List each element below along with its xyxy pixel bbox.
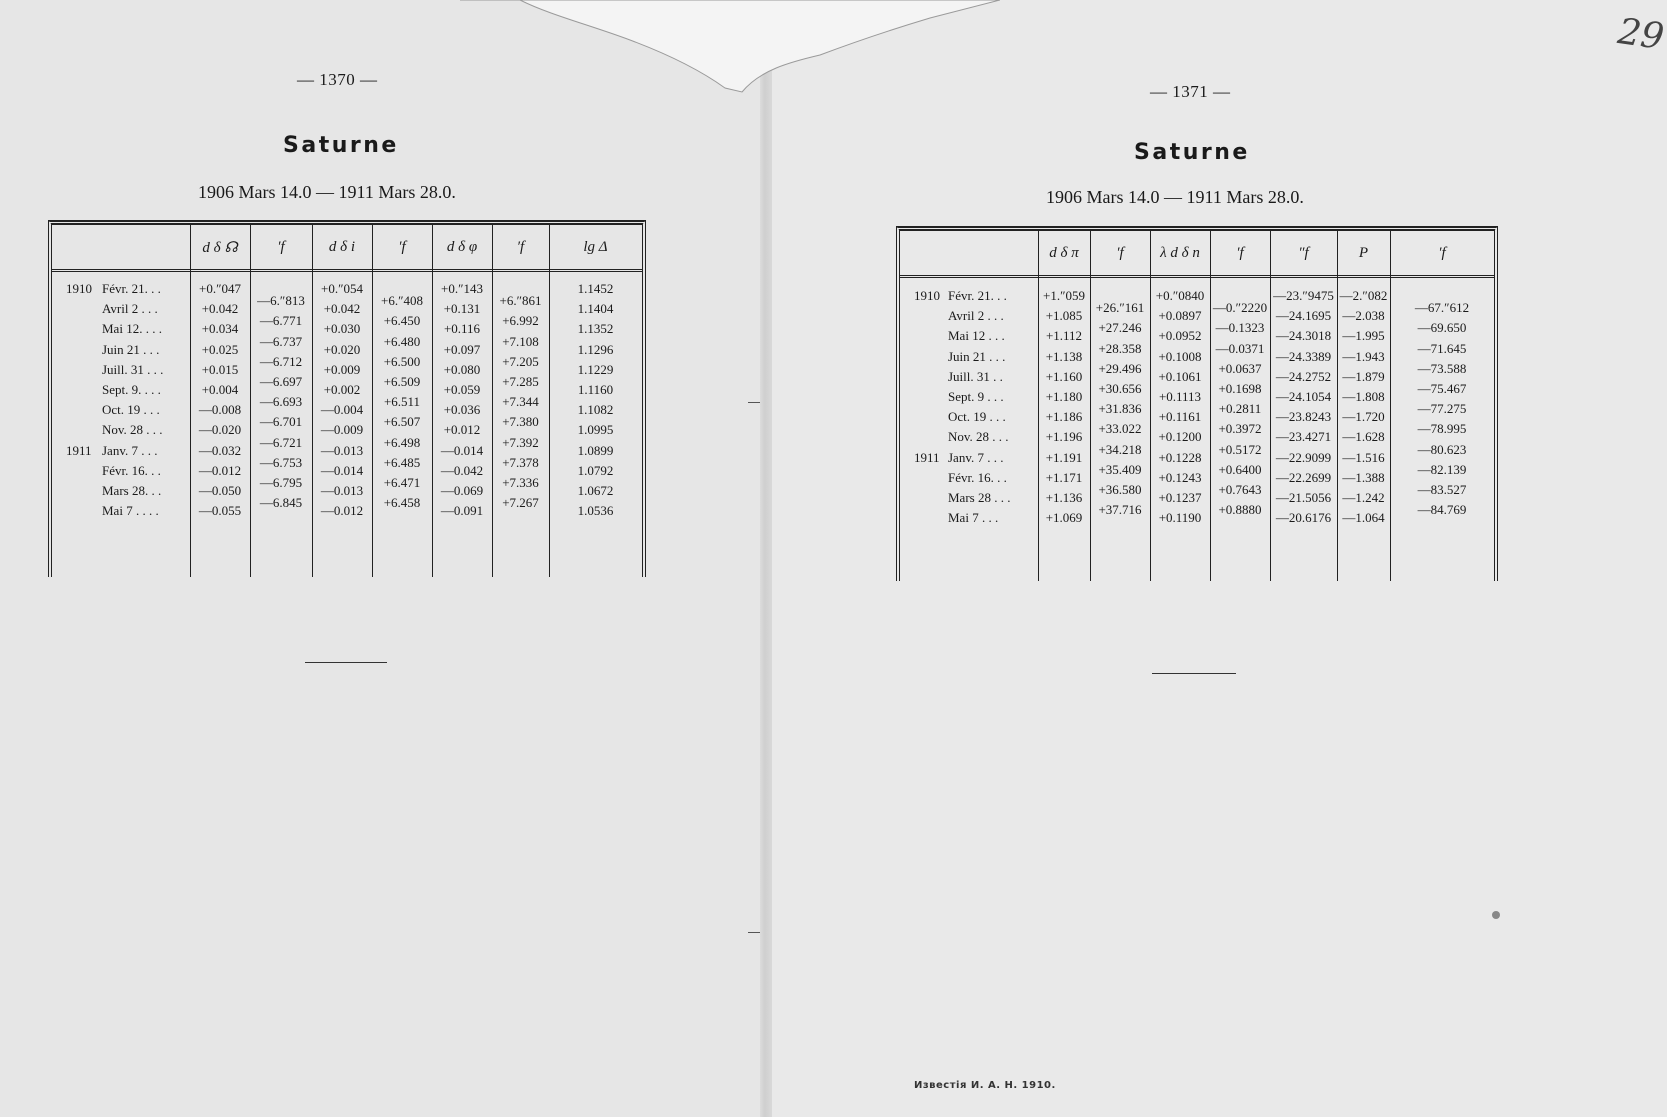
column-divider bbox=[549, 225, 550, 577]
table-cell: —22.9099 bbox=[1275, 449, 1332, 465]
difference-cell: —73.588 bbox=[1417, 360, 1467, 376]
table-cell: +1.138 bbox=[1045, 348, 1083, 364]
table-cell: —0.012 bbox=[198, 462, 242, 478]
table-cell: —0.008 bbox=[198, 402, 242, 418]
difference-cell: +7.378 bbox=[502, 454, 539, 470]
column-header: d δ φ bbox=[446, 238, 478, 255]
table-cell: +0.080 bbox=[443, 361, 481, 377]
column-header: ′f bbox=[1236, 244, 1244, 261]
column-header: ′f bbox=[277, 238, 285, 255]
table-cell: —24.1054 bbox=[1275, 389, 1332, 404]
difference-cell: +6.″408 bbox=[381, 293, 423, 309]
difference-cell: +0.7643 bbox=[1218, 481, 1262, 497]
difference-cell: +6.992 bbox=[502, 313, 539, 329]
table-cell: +0.059 bbox=[443, 382, 481, 397]
table-cell: +0.009 bbox=[323, 361, 361, 377]
difference-cell: +6.500 bbox=[383, 353, 421, 369]
table-cell: +0.1190 bbox=[1158, 510, 1202, 526]
difference-cell: —67.″612 bbox=[1414, 300, 1470, 316]
difference-cell: +6.507 bbox=[383, 414, 421, 430]
table-cell: —1.628 bbox=[1342, 429, 1385, 445]
row-date: Juin 21 . . . bbox=[102, 341, 160, 357]
row-date: Févr. 16. . . bbox=[102, 462, 161, 478]
table-cell: +0.030 bbox=[323, 321, 361, 337]
table-cell: +0.0952 bbox=[1158, 328, 1202, 344]
table-cell: +1.171 bbox=[1045, 469, 1083, 485]
table-cell: —0.012 bbox=[320, 503, 364, 519]
column-header: d δ i bbox=[328, 238, 356, 255]
table-cell: 1.0995 bbox=[577, 422, 614, 438]
table-cell: 1.1352 bbox=[577, 321, 614, 337]
column-header: λ d δ n bbox=[1160, 244, 1200, 261]
difference-cell: —84.769 bbox=[1417, 502, 1467, 518]
difference-cell: +7.336 bbox=[502, 474, 539, 490]
row-date: Juill. 31 . . . bbox=[102, 361, 164, 377]
table-cell: +0.131 bbox=[443, 301, 481, 317]
table-cell: —0.069 bbox=[440, 483, 484, 498]
row-date: Oct. 19 . . . bbox=[102, 402, 160, 418]
page-number: — 1370 — bbox=[297, 70, 378, 89]
column-header: lg Δ bbox=[583, 238, 608, 255]
difference-cell: +26.″161 bbox=[1095, 300, 1145, 316]
table-cell: +0.012 bbox=[443, 422, 481, 438]
difference-cell: +34.218 bbox=[1098, 441, 1142, 457]
column-header: ′f bbox=[1438, 244, 1446, 261]
table-cell: +0.020 bbox=[323, 341, 361, 357]
table-cell: +0.1228 bbox=[1158, 449, 1202, 465]
difference-cell: —6.771 bbox=[259, 313, 303, 329]
row-year: 1910 bbox=[914, 288, 940, 303]
difference-cell: +6.458 bbox=[383, 495, 421, 511]
table-header bbox=[52, 225, 642, 272]
difference-cell: +0.1698 bbox=[1218, 380, 1262, 396]
separator-rule bbox=[305, 662, 387, 663]
handwritten-folio: 29 bbox=[1615, 11, 1667, 58]
row-date: Févr. 16. . . bbox=[948, 469, 1007, 485]
difference-cell: +7.344 bbox=[502, 394, 539, 410]
table-cell: —1.064 bbox=[1342, 510, 1385, 526]
table-cell: —0.014 bbox=[440, 442, 484, 458]
row-date: Mai 12. . . . bbox=[102, 321, 162, 337]
difference-cell: +6.498 bbox=[383, 434, 421, 450]
table-cell: +0.097 bbox=[443, 341, 481, 357]
table-cell: —1.720 bbox=[1342, 409, 1385, 425]
row-date: Oct. 19 . . . bbox=[948, 409, 1006, 425]
table-cell: 1.1229 bbox=[577, 361, 614, 377]
page-title: Saturne bbox=[283, 133, 399, 158]
table-cell: +0.1243 bbox=[1158, 469, 1202, 485]
table-cell: +0.036 bbox=[443, 402, 481, 418]
table-cell: +1.069 bbox=[1045, 510, 1083, 526]
row-date: Févr. 21. . . bbox=[102, 281, 161, 296]
difference-cell: +0.3972 bbox=[1218, 421, 1262, 437]
table-cell: —1.388 bbox=[1342, 469, 1385, 485]
difference-cell: +31.836 bbox=[1098, 401, 1142, 417]
table-cell: +1.191 bbox=[1045, 449, 1083, 465]
table-cell: —0.050 bbox=[198, 483, 242, 498]
table-cell: —0.009 bbox=[320, 422, 364, 438]
difference-cell: —0.1323 bbox=[1215, 320, 1265, 336]
table-cell: —1.808 bbox=[1342, 389, 1385, 404]
column-header: P bbox=[1358, 244, 1369, 261]
table-cell: —23.4271 bbox=[1275, 429, 1332, 445]
column-header: ′f bbox=[1116, 244, 1124, 261]
table-cell: +1.112 bbox=[1045, 328, 1083, 344]
difference-cell: +7.285 bbox=[502, 373, 539, 389]
row-date: Janv. 7 . . . bbox=[102, 442, 158, 458]
difference-cell: +0.0637 bbox=[1218, 360, 1262, 376]
column-divider bbox=[190, 225, 191, 577]
row-date: Févr. 21. . . bbox=[948, 288, 1007, 303]
column-divider bbox=[312, 225, 313, 577]
difference-cell: —80.623 bbox=[1417, 441, 1467, 457]
difference-cell: +6.511 bbox=[383, 394, 421, 410]
table-cell: —24.2752 bbox=[1275, 368, 1332, 384]
page-number: — 1371 — bbox=[1150, 82, 1231, 101]
table-cell: +0.116 bbox=[443, 321, 481, 337]
row-date: Avril 2 . . . bbox=[102, 301, 158, 317]
table-cell: +0.1161 bbox=[1158, 409, 1202, 425]
page-subtitle: 1906 Mars 14.0 — 1911 Mars 28.0. bbox=[198, 182, 456, 202]
column-header: ′f bbox=[398, 238, 406, 255]
table-cell: —0.004 bbox=[320, 402, 364, 418]
difference-cell: +0.8880 bbox=[1218, 502, 1262, 518]
difference-cell: —0.″2220 bbox=[1212, 300, 1268, 316]
difference-cell: +7.392 bbox=[502, 434, 539, 450]
table-cell: +1.085 bbox=[1045, 308, 1083, 324]
table-cell: —0.055 bbox=[198, 503, 242, 519]
row-date: Mars 28 . . . bbox=[948, 490, 1011, 505]
column-divider bbox=[1150, 231, 1151, 581]
row-date: Mai 12 . . . bbox=[948, 328, 1005, 344]
column-header: ′f bbox=[516, 238, 525, 255]
difference-cell: +6.485 bbox=[383, 454, 421, 470]
table-cell: —20.6176 bbox=[1275, 510, 1332, 526]
difference-cell: +30.656 bbox=[1098, 380, 1142, 396]
difference-cell: +7.380 bbox=[502, 414, 539, 430]
table-cell: +0.034 bbox=[201, 321, 239, 337]
difference-cell: —75.467 bbox=[1417, 380, 1467, 396]
page-subtitle: 1906 Mars 14.0 — 1911 Mars 28.0. bbox=[1046, 187, 1304, 207]
difference-cell: +33.022 bbox=[1098, 421, 1142, 437]
footer-imprint: Известія И. А. Н. 1910. bbox=[914, 1080, 1056, 1091]
table-cell: +0.002 bbox=[323, 382, 361, 397]
table-cell: +0.042 bbox=[201, 301, 239, 317]
data-table bbox=[896, 226, 1498, 581]
table-cell: —21.5056 bbox=[1275, 490, 1332, 505]
table-cell: —0.013 bbox=[320, 442, 364, 458]
row-date: Sept. 9. . . . bbox=[102, 382, 161, 397]
table-cell: 1.0899 bbox=[577, 442, 614, 458]
table-cell: +0.004 bbox=[201, 382, 239, 397]
difference-cell: +6.480 bbox=[383, 333, 421, 349]
difference-cell: +6.450 bbox=[383, 313, 421, 329]
difference-cell: —71.645 bbox=[1417, 340, 1467, 356]
table-cell: +0.1113 bbox=[1158, 389, 1202, 404]
table-cell: +1.196 bbox=[1045, 429, 1083, 445]
difference-cell: —0.0371 bbox=[1215, 340, 1265, 356]
row-year: 1911 bbox=[914, 449, 940, 465]
difference-cell: +29.496 bbox=[1098, 360, 1142, 376]
difference-cell: —82.139 bbox=[1417, 461, 1467, 477]
table-cell: +1.″059 bbox=[1043, 288, 1085, 303]
table-cell: —2.038 bbox=[1342, 308, 1385, 324]
difference-cell: +7.267 bbox=[502, 495, 539, 511]
table-cell: —24.3389 bbox=[1275, 348, 1332, 364]
row-date: Janv. 7 . . . bbox=[948, 449, 1004, 465]
table-cell: 1.1452 bbox=[577, 281, 614, 296]
table-cell: —1.943 bbox=[1342, 348, 1385, 364]
difference-cell: —6.753 bbox=[259, 454, 303, 470]
row-year: 1911 bbox=[66, 442, 92, 458]
row-date: Mai 7 . . . bbox=[948, 510, 999, 526]
table-cell: —24.3018 bbox=[1275, 328, 1332, 344]
difference-cell: —78.995 bbox=[1417, 421, 1467, 437]
difference-cell: —6.845 bbox=[259, 495, 303, 511]
difference-cell: —6.795 bbox=[259, 474, 303, 490]
difference-cell: +37.716 bbox=[1098, 502, 1142, 518]
column-divider bbox=[432, 225, 433, 577]
row-date: Nov. 28 . . . bbox=[102, 422, 163, 438]
difference-cell: +0.6400 bbox=[1218, 461, 1262, 477]
table-cell: —23.8243 bbox=[1275, 409, 1332, 425]
difference-cell: —83.527 bbox=[1417, 481, 1467, 497]
row-year: 1910 bbox=[66, 281, 92, 296]
table-cell: 1.0536 bbox=[577, 503, 614, 519]
table-cell: +1.136 bbox=[1045, 490, 1083, 505]
table-cell: +1.160 bbox=[1045, 368, 1083, 384]
row-date: Nov. 28 . . . bbox=[948, 429, 1009, 445]
table-cell: +0.″054 bbox=[321, 281, 363, 296]
table-cell: +0.0897 bbox=[1158, 308, 1202, 324]
table-cell: —1.879 bbox=[1342, 368, 1385, 384]
difference-cell: —6.701 bbox=[259, 414, 303, 430]
ink-spot bbox=[1492, 911, 1500, 919]
table-cell: +1.180 bbox=[1045, 389, 1083, 404]
table-cell: —0.020 bbox=[198, 422, 242, 438]
difference-cell: —77.275 bbox=[1417, 401, 1467, 417]
difference-cell: +27.246 bbox=[1098, 320, 1142, 336]
column-divider bbox=[1337, 231, 1338, 581]
table-cell: 1.1404 bbox=[577, 301, 614, 317]
left-page bbox=[0, 0, 768, 1117]
difference-cell: —6.737 bbox=[259, 333, 303, 349]
row-date: Mars 28. . . bbox=[102, 483, 162, 498]
table-cell: —2.″082 bbox=[1339, 288, 1388, 303]
table-cell: 1.1296 bbox=[577, 341, 614, 357]
column-header: ″f bbox=[1298, 244, 1309, 261]
difference-cell: +7.108 bbox=[502, 333, 539, 349]
row-date: Juin 21 . . . bbox=[948, 348, 1006, 364]
difference-cell: —6.697 bbox=[259, 373, 303, 389]
table-cell: +0.1008 bbox=[1158, 348, 1202, 364]
column-header: d δ ☊ bbox=[202, 239, 238, 256]
table-cell: 1.1082 bbox=[577, 402, 614, 418]
difference-cell: —6.693 bbox=[259, 394, 303, 410]
column-divider bbox=[1270, 231, 1271, 581]
table-cell: —22.2699 bbox=[1275, 469, 1332, 485]
table-cell: —24.1695 bbox=[1275, 308, 1332, 324]
difference-cell: —6.721 bbox=[259, 434, 303, 450]
difference-cell: +28.358 bbox=[1098, 340, 1142, 356]
table-cell: +0.″0840 bbox=[1155, 288, 1205, 303]
table-cell: —23.″9475 bbox=[1273, 288, 1334, 303]
table-cell: +0.1200 bbox=[1158, 429, 1202, 445]
table-cell: —1.516 bbox=[1342, 449, 1385, 465]
table-cell: +0.015 bbox=[201, 361, 239, 377]
table-cell: —0.091 bbox=[440, 503, 484, 519]
table-cell: +0.1061 bbox=[1158, 368, 1202, 384]
difference-cell: +0.5172 bbox=[1218, 441, 1262, 457]
table-cell: —0.032 bbox=[198, 442, 242, 458]
table-cell: —0.042 bbox=[440, 462, 484, 478]
difference-cell: +35.409 bbox=[1098, 461, 1142, 477]
table-cell: —0.013 bbox=[320, 483, 364, 498]
row-date: Avril 2 . . . bbox=[948, 308, 1004, 324]
difference-cell: +6.471 bbox=[383, 474, 421, 490]
page-title: Saturne bbox=[1134, 140, 1250, 165]
table-cell: —0.014 bbox=[320, 462, 364, 478]
table-cell: 1.0792 bbox=[577, 462, 614, 478]
table-cell: +0.″143 bbox=[441, 281, 483, 296]
table-cell: +0.042 bbox=[323, 301, 361, 317]
separator-rule bbox=[1152, 673, 1236, 674]
right-page bbox=[768, 0, 1667, 1117]
column-header: d δ π bbox=[1049, 244, 1079, 261]
column-divider bbox=[1038, 231, 1039, 581]
table-cell: —1.242 bbox=[1342, 490, 1385, 505]
table-cell: +1.186 bbox=[1045, 409, 1083, 425]
difference-cell: —6.712 bbox=[259, 353, 303, 369]
data-table bbox=[48, 220, 646, 577]
row-date: Mai 7 . . . . bbox=[102, 503, 159, 519]
table-cell: +0.″047 bbox=[199, 281, 241, 296]
table-cell: —1.995 bbox=[1342, 328, 1385, 344]
table-cell: +0.1237 bbox=[1158, 490, 1202, 505]
difference-cell: +36.580 bbox=[1098, 481, 1142, 497]
table-header bbox=[900, 231, 1494, 278]
difference-cell: +7.205 bbox=[502, 353, 539, 369]
table-cell: +0.025 bbox=[201, 341, 239, 357]
row-date: Sept. 9 . . . bbox=[948, 389, 1004, 404]
book-gutter bbox=[760, 0, 772, 1117]
difference-cell: +6.″861 bbox=[499, 293, 542, 309]
difference-cell: +0.2811 bbox=[1218, 401, 1262, 417]
table-cell: 1.1160 bbox=[577, 382, 614, 397]
torn-paper-edge bbox=[460, 0, 1000, 100]
table-cell: 1.0672 bbox=[577, 483, 614, 498]
difference-cell: —69.650 bbox=[1417, 320, 1467, 336]
row-date: Juill. 31 . . bbox=[948, 368, 1003, 384]
difference-cell: —6.″813 bbox=[257, 293, 305, 309]
difference-cell: +6.509 bbox=[383, 373, 421, 389]
